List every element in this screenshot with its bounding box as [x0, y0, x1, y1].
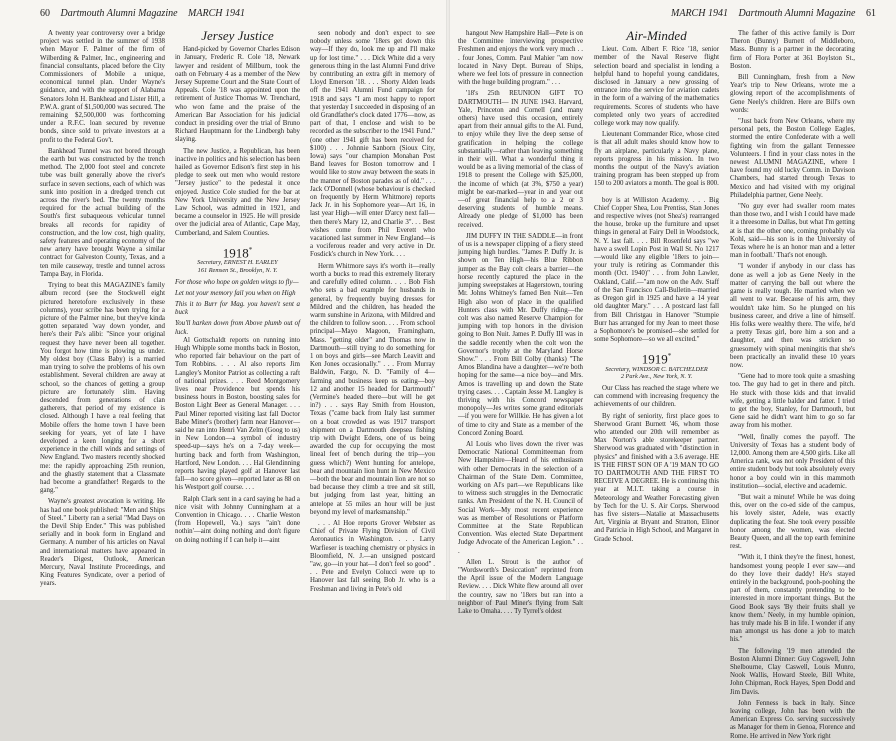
- class-secretary: Secretary, WINDSOR C. BATCHELDER 2 Park Ave., New York, N. Y.: [605, 365, 708, 381]
- paragraph: Allen L. Strout is the author of "Wordsworth's Desiccation" reprinted from the April issue of the Modern Language Review. . . . Dick White flew around all over the country, saw no '18ers but ran into a neighbor of Paul Miner's flying from Salt Lake to Omaha. . . . Ty Tyrrel's oldest: [458, 558, 583, 616]
- section-title-jersey-justice: Jersey Justice: [201, 28, 274, 43]
- paragraph: JIM DUFFY IN THE SADDLE—in front of us is a newspaper clipping of a fiery steed jumping high hurdles. "James P. Duffy Jr. is shown on Ten High—his Blue Ribbon jumper as the Bay colt clears a barrier—the horse recently captured the place in the jumping sweepstakes at Hagerstown, touring Mr. Johns Whitney's famed Ben Nuit—Ten High also won of place in the qualified Hunters class with Mr. Duffy riding—the colt was also named Reserve Champion for jumping with top honors in the division going to Bon Nuit. James P. Duffy III was in the saddle recently when the colt won the Governor's trophy at the Maryland Horse Show." . . . From Bill Colby (thanks) "The Amos Blandina have a daughter—we're both hoping for the same—a nice boy—and Mrs. Amos is travelling up and down the State trying cases. . . . Captain Jesse M. Langley is thriving with his Concord newspaper monopoly—Jes writes some grand editorials—if you were for Willkie. He has given a lot of time to city and State as a member of the Concord Zoning Board.: [458, 232, 583, 437]
- paragraph: Lieutenant Commander Rice, whose cited is that all adult males should know how to fly an airplane, particularly a Navy plane, reports progress in his mission. In two months the output of the Navy's aviation training program has been stepped up from 150 to 200 aviators a month. The goal is 800.: [594, 131, 719, 188]
- paragraph: The new Justice, a Republican, has been inactive in politics and his selection has been hailed as Governor Edison's first step in his pledge to seek out men who would restore "Jersey justice" to the pedestal it once enjoyed. Justice Cole studied for the bar at New York University and the New Jersey Law School, was admitted in 1921, and became a counselor in 1925. He will preside over the judicial area of Atlantic, Cape May, Cumberland, and Salem Counties.: [175, 147, 300, 237]
- left-page: [0, 0, 448, 600]
- paragraph: The following '19 men attended the Boston Alumni Dinner: Guy Cogswell, John Shelbourne, Clay Caswell, Louis Munro, Nook Wallis, Howard Steele, Bill White, John Chipman, Rock Hayes, Spen Dodd and Jim Davis.: [730, 647, 855, 696]
- left-column-1: [40, 30, 165, 592]
- paragraph: Lieut. Com. Albert F. Rice '18, senior member of the Naval Reserve flight selection board and specialist in lending a helpful hand to hopeful young candidates, disclosed in January a new grossing of entrance into the service for aviation cadets in the form of a waiving of the mathematics requirements. Scores of students who have completed only two years of accredited college work may now qualify.: [594, 46, 719, 128]
- paragraph: The father of this active family is Dorr Theron (Bunny) Burnett of Middleboro, Mass. Bunny is a partner in the decorating firm of Flora Porter at 361 Boylston St., Boston.: [730, 30, 855, 70]
- paragraph: By right of seniority, first place goes to Sherwood Grant Burnett '46, whom those who attended our 20th will remember as Max Norton's able storekeeper partner. Sherwood was graduated with "distinction in physics" and finished with a 3.6 average. HE IS THE FIRST SON OF A '19 MAN TO GO TO DARTMOUTH AND THE FIRST TO RECEIVE A DEGREE. He is continuing this year at M.I.T. taking a course in Meteorology and Weather Forecasting given by Tech for the U. S. Air Corps. Sherwood has five sisters—Natalie at Massachusetts Art, Virginia at Bryant and Stratton, Elinor and Patricia in High School, and Margaret in Grade School.: [594, 412, 719, 543]
- class-year: 1919: [641, 351, 668, 367]
- paragraph: hangout New Hampshire Hall—Pete is on the Committee interviewing prospective Freshmen and enjoys the work very much . . . four Jones, Comm. Paul Mahier "am now located in Navy Dept. Bureau of Ships, where we feel lots of pressure in connection with the huge building program." . . .: [458, 30, 583, 87]
- paragraph: Herm Whitmore says it's worth it—really worth a bucks to read this extremely literary and carefully edited column. . . . Bob Fish who sets a bad example for husbands in general, by frequently buying dresses for Mildred and the children, has headed the warm sunshine in Arizona, with Mildred and the children to follow soon. . . . From school principal—Mayo Magoon, Framingham, Mass. "getting older" and Thomas now in Dartmouth—still trying to do something for 1 on boys and girls—see March Leavitt and Ken Jones occasionally." . . . From Murray Baldwin, Fargo, N. D. "Family of 4—farming and business keep us eating—boy 12 and another 15 headed for Dartmouth" (Vermine's headed there—but will he get in?) . . . says Ray Smith from Houston, Texas ("came back from Italy last summer on a boat crowded as was 1917 transport shipment on a Dartmouth deepsea fishing trip with Dwight Edens, one of us being awarded the cup for occupying the most lineal feet of bench during the trip—you guess which?) Went hunting for antelope, bear and mountain lion hunt in New Mexico—both the bear and mountain lion are not so bad because they climb a tree and sit still, but judging from last year, hitting an antelope at 55 miles an hour will be just beyond my level of marksmanship.": [310, 262, 435, 516]
- class-year-heading: [175, 245, 300, 261]
- paragraph: "I wonder if anybody in our class has done as well a job as Gene Neely in the matter of carrying the ball out where the game is really tough. He married when we all went to war. Because of his arm, they wouldn't take him. So he plunged on his business career, and drive a line of himself. His folks were wealthy there. The wife, he'd a pretty Texas girl, bore him a son and a daughter, and then was stricken so gruesomely with spinal meningitis that she's been practically an invalid these 10 years now.: [730, 263, 855, 369]
- page-number: 61: [866, 8, 876, 19]
- verse-line: Let not your memory fail you when on High: [175, 289, 296, 297]
- right-column-2: [594, 30, 719, 592]
- paragraph: A twenty year controversy over a bridge project was settled in the summer of 1938 when Mayor F. Palmer of the firm of Wilberding & Palmer, Inc., engineering and financial consultants, placed before the City Commissioners of Mobile a unique, economical tunnel plan. Under Wayne's guidance, and with the support of Alabama Senators John H. Bankhead and Lister Hill, a P.W.A. grant of $1,500,000 was secured. The remaining $2,500,000 was forthcoming under a R.F.C. loan secured by revenue bonds, since sold to private investors at a profit to the Federal Gov't.: [40, 30, 165, 144]
- issue-date: MARCH 1941: [188, 8, 245, 19]
- paragraph: "Gene had to more took quite a smashing too. The guy had to get in there and pitch. He stuck with those kids and that invalid wife, getting a little balder and fatter. I tried to get the boy, Stanley, for Dartmouth, but Gene said he didn't want him to go so far away from his mother.: [730, 373, 855, 430]
- paragraph: "No guy ever had swaller room mates than those two, and I wish I could have made it a threesome in Dallas, but what I'm getting at is that the other one, coming probably via Kohl, said—his son is in the University of Texas where he is an honor man and a letter man in football.' That's not enough.: [730, 203, 855, 260]
- class-year-star-icon: *: [667, 352, 672, 361]
- class-verse: [175, 279, 300, 337]
- paragraph: Bankhead Tunnel was not bored through the earth but was constructed by the trench method. The 2,000 foot steel and concrete tube was built generally above the river's surface in seven sections, each of which was sunk into position in a dredged trench cut across the river's bed. The twenty months required for the actual building of the South's first subaqueous vehicular tunnel breaks all records for rapidity of construction, and the low cost, high quality, safety features and operating economy of the new artery have brought Wayne a similar contract for Galveston County, Texas, and a ten mile causeway, trestle and tunnel across Tampa Bay, in Florida.: [40, 147, 165, 278]
- verse-line: This it to Burr for Mag. you haven't sent a buck: [175, 301, 300, 317]
- paragraph: John Fenness is back in Italy. Since leaving college, John has been with the American Express Co. serving successively as Manager for them in Genoa, Florence and Rome. He arrived in New York right: [730, 699, 855, 740]
- class-secretary: Secretary, ERNEST H. EARLEY 161 Remsen St., Brooklyn, N. Y.: [197, 259, 278, 274]
- paragraph: Trying to beat this MAGAZINE's family album record (see the Stockwell eight pictured heretofore exclusively in these columns), your scribe has been trying for a picture of the Palmer nine, but they've kinda gotten separated 'way down yonder, and here's their Pa's alibi: "Since your original request they have never been all together. You forgot how time is plowing us under. My oldest boy (Class Baby) is a married man trying to solve the problems of his own establishment. Several children are away at school, so the chances of getting a group picture are fortunately slim. Having descended from generations of clan gatherers, that period of my existence is closed. Although I have a real feeling that Mobile offers the home town I have been seeking for years, yet of late I have developed a keen longing for a short experience in the chill winds and settings of New England. Two masters recently shocked me: the rapidly approaching 25th reunion, and the ghastly statement that a Classmate had become a grandfather! Regards to the gang.": [40, 282, 165, 495]
- magazine-title: Dartmouth Alumni Magazine: [60, 8, 178, 19]
- paragraph: "Well, finally comes the payoff. The University of Texas has a student body of 12,000. Among them are 4,500 girls. Like all America rank, was not only President of this entire student body but took absolutely every honor a boy could win in this mammoth institution—social, elective and academic.: [730, 433, 855, 490]
- verse-line: For those who hope on golden wings to fly—: [175, 278, 299, 286]
- paragraph: '18's 25th REUNION GIFT TO DARTMOUTH— IN JUNE 1943. Harvard, Yale, Princeton and Cornell (and many others) have used this occasion, entirely apart from their annual gifts to the Al. Fund, to enjoy while they live the deep sense of gratification in helping the college substantially—rather than leaving something in their will. What a wonderful thing it would be as a living memorial of the class of 1918 to present the College with $25,000, the income of which (at 3%, $750 a year) might be ear-marked—year in and year out—of great financial help to a 2 or 3 deserving students of humble means. Already one pledge of $1,000 has been received.: [458, 90, 583, 229]
- paragraph: boy is at Williston Academy. . . . Big Chief Copper Shea, Lou Prentiss, Stan Jones and respective wives (not Shea's) rearranged the house, broke up the furniture and upset things in general at Fairy Dell in Woodstock, N. Y. last fall. . . . Bill Rosenfeld says "we have a swell Lopin Post in Wall St. No 1217—would like any eligible '18ers to join—your truly is retiring as Commander this month (Oct. 1940)" . . . from John Lawler, Oakland, Calif.—"am now on the Adv. Staff of the San Francisco Call-Bulletin—married as Oregon girl in 1925 and have a 14 year old daughter Mary." . . . A postcard last fall from Bill Christgau in Hanover "Stumpie Burr has arranged for my Jean to meet those a Sophomore's be promised—she settled for some Sophomore—so we all excited.": [594, 196, 719, 344]
- right-column-3: [730, 30, 855, 740]
- right-page: [448, 0, 896, 740]
- paragraph: seen nobody and don't expect to see nobody unless some '18ers get down this way—If they do, look me up and I'll make up for lost time." . . . Dick White did a very generous thing in the last Alumni Fund drive by contributing an extra gift in memory of Lloyd Emerson '18. . . . Shorty Alden leads off the 1941 Alumni Fund campaign for 1918 and says "I am most happy to report that yesterday I succeeded in disposing of an old Grandfather's clock dated 1776—now, as part of that, I enclose and wish to be recorded as the subscriber to the 1941 Fund." (one other 1941 gift has been received for $100) . . . Johnnie Sanborn (Sioux City, Iowa) says "our champion Monahan Post Band leaves for Boston tomorrow and I would like to stow away between the seats in the manner of Boston parades as of old." . . . Jack O'Donnell (whose behaviour is checked on frequently by Herm Whitmore) reports Jack Jr. in his Sophomore year—Art 16, in last year High—will enter D'arcy next fall—then there's Mary 12, and Charlie 3". . . Best wishes come from Phil Everett who vacationed last summer in New England—is a vociferous reader and very active in Dr. Fosdick's church in New York. . . .: [310, 30, 435, 259]
- paragraph: . . . Al Hoe reports Grover Webster as Chief of Private Flying Division of Civil Aeronautics in Washington. . . . Larry Warfieser is teaching chemistry or physics in Bloomfield, N. J.—an unsigned postcard "aw, go—in your hat—I don't feel so good" . . . Pete and Evelyn Colucci were up to Hanover last fall seeing Bob Jr. who is a Freshman and living in Pete's old: [310, 519, 435, 593]
- left-page-header: [40, 8, 245, 19]
- paragraph: Al Louis who lives down the river was Democratic National Committeeman from New Hampshire—Heard of his enthusiasm with other Democrats in the selection of a Chairman of the State Dem. Committee, working on Al's part—we Republicans like to witness such struggles in the Democratic ranks. Am President of the N. H. Council of Social Work—My most recent experience was as member of Resolutions or Platform Committee at the State Republican Convention. Was elected State Department Judge Advocate of the American Legion." . . .: [458, 440, 583, 555]
- paragraph: Hand-picked by Governor Charles Edison in January, Frederic R. Cole '18, Newark lawyer and resident of Millburn, took the oath on February 4 as a member of the New Jersey Supreme Court and the State Court of Appeals. Cole '18 was appointed upon the retirement of Justice Thomas W. Trenchard, who won fame and the praise of the American Bar Association for his judicial conduct in presiding over the trial of Bruno Richard Hauptmann for the Lindbergh baby slaying.: [175, 46, 300, 144]
- paragraph: Wayne's greatest avocation is writing. He has had one book published: "Men and Ships of Steel." Liberty ran a serial "Mad Days on the Devil Ship Ender." This was published serially and in book form in England and Germany. A number of his articles on Naval and international matters have appeared in Reader's Digest, Outlook, American Mercury, Naval Institute Proceedings, and King Features Syndicate, over a period of years.: [40, 498, 165, 588]
- magazine-title: Dartmouth Alumni Magazine: [738, 8, 856, 19]
- class-year-star-icon: *: [248, 245, 253, 254]
- class-year-heading: [594, 351, 719, 367]
- right-column-1: [458, 30, 583, 616]
- paragraph: Ralph Clark sent in a card saying he had a nice visit with Johnny Cunningham at a Convention in Chicago. . . . Charlie Weston (from Hopewell, Va.) says "ain't done nothin'—aint doing nothing and don't figure on doing nothing if I can help it—aint: [175, 495, 300, 544]
- page-gutter: [446, 0, 450, 600]
- page-number: 60: [40, 8, 50, 19]
- paragraph: Bill Cunningham, fresh from a New Year's trip to New Orleans, wrote me a glowing report of the accomplishments of Gene Neely's children. Here are Bill's own words:: [730, 74, 855, 114]
- paragraph: "With it, I think they're the finest, honest, handsomest young people I ever saw—and do they love their daddy! He's stayed entirely in the background, pooh-poohing the part of them, constantly pretending to be interested in more important things. But the Good Book says 'By their fruits shall ye know them.' Neely, in my humble opinion, has truly made his B in life. I wonder if any man amongst us has done a job to match his.": [730, 554, 855, 644]
- paragraph: "Just back from New Orleans, where my personal pets, the Boston College Eagles, stormed the entire Confederate with a well fighting win from the gallant Tennessee Volunteers. I find in your class notes in the newest ALUMNI MAGAZINE, where I have found my old lucky Comm. in Davison Chambers, had started through Texas to Mexico and had visited with my original Philadelphia partner, Gene Neely.: [730, 118, 855, 199]
- paragraph: Al Gottschaldt reports on running into Hugh Whipple some months back in Boston, who reported fair behaviour on the part of Tom Robbins. . . . Al also reports Jim Langley's Monitor Patriot as collecting a raft of national prizes. . . . Reed Montgomery lives near Providence but spends his business hours in Boston, boosting sales for Boston Light Beer as General Manager. . . . Paul Miner reported visiting last fall Doctor Babe Miner's (brother) farm near Hanover—said he ran into Henri Van Zelm (Goog to us) in New London—a symbol of industry speed-up—says he's on a 7-day week—hurting back and forth from Washington, Hartford, New London. . . . Hal Glendinning reports having played golf at Hanover last fall—no score given—reported later as 88 on his Westport golf course. . . .: [175, 336, 300, 492]
- left-column-3: [310, 30, 435, 592]
- section-title-air-minded: Air-Minded: [626, 28, 687, 43]
- right-page-header: [671, 8, 876, 19]
- left-column-2: [175, 30, 300, 592]
- paragraph: "But wait a minute! While he was doing this, over on the co-ed side of the campus, his lovely sister, Adele, was exactly duplicating the feat. She took every possible honor among the women, was elected Beauty Queen, and all the top earth feminine rest.: [730, 493, 855, 551]
- issue-date: MARCH 1941: [671, 8, 728, 19]
- class-year: 1918: [222, 245, 249, 261]
- verse-line: You'll harken down from Above plumb out of luck.: [175, 320, 300, 336]
- paragraph: Our Class has reached the stage where we can commend with increasing frequency the achievements of our children.: [594, 385, 719, 409]
